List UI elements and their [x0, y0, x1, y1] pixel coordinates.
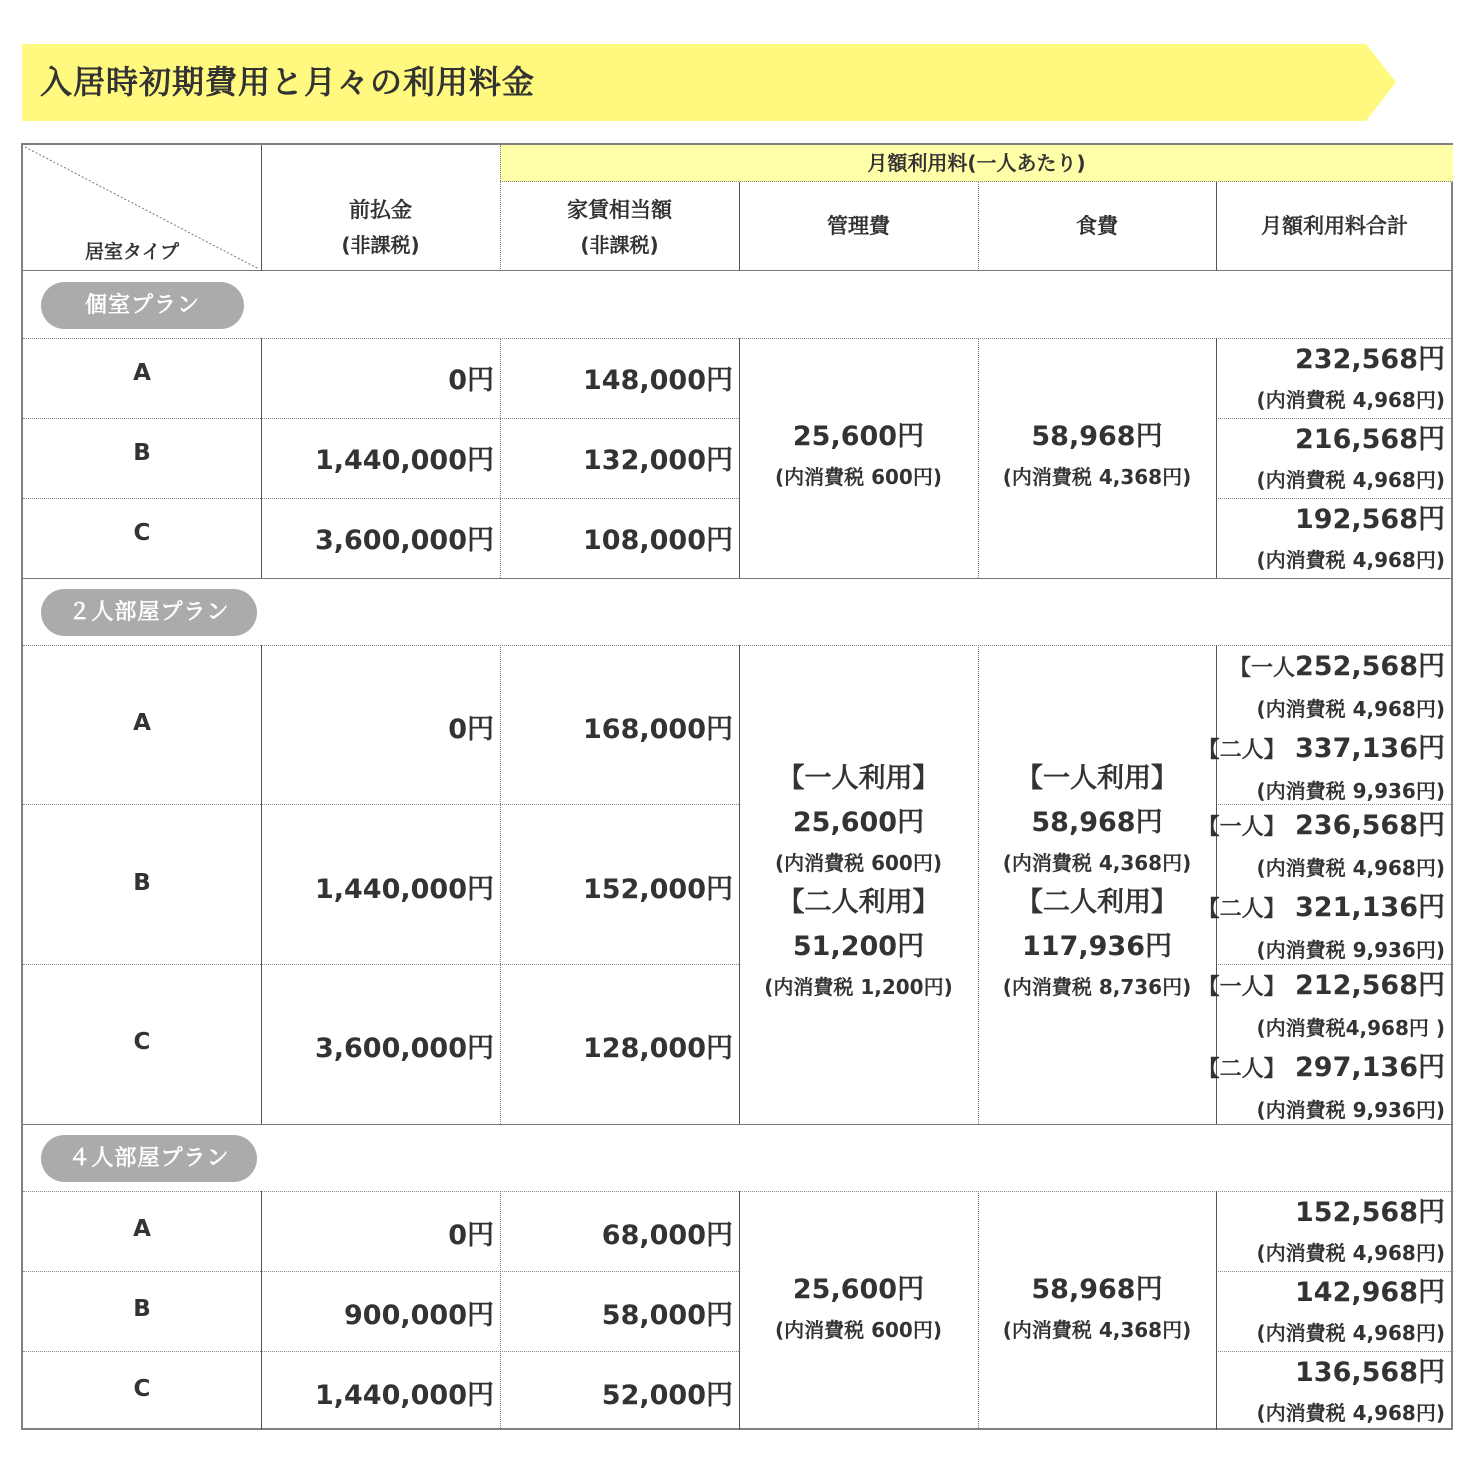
- total-value: 142,968円: [1295, 1277, 1445, 1308]
- one-person-label: 【一人利用】: [1016, 763, 1178, 794]
- room-type-c: C: [133, 520, 151, 546]
- rent-value: 152,000円: [583, 874, 733, 905]
- total-value: 136,568円: [1295, 1357, 1445, 1388]
- divider: [739, 182, 740, 271]
- monthly-total: [1256, 1273, 1445, 1353]
- meal-two-tax: (内消費税 8,736円): [1002, 975, 1192, 999]
- total-tax: (内消費税 4,968円): [1256, 1241, 1445, 1265]
- divider: [23, 1271, 739, 1272]
- divider: [1216, 338, 1217, 578]
- header-prepaid-sub: (非課税): [341, 233, 420, 257]
- header-rent-label: 家賃相当額: [567, 198, 672, 222]
- prepaid-value: 0円: [448, 1220, 494, 1251]
- monthly-total: [1256, 1353, 1445, 1433]
- management-tax: (内消費税 600円): [775, 465, 942, 489]
- header-total: 月額利用料合計: [1261, 214, 1408, 238]
- prepaid-value: 1,440,000円: [314, 1380, 494, 1411]
- plan-label-quad: ４人部屋プラン: [41, 1135, 257, 1182]
- management-tax: (内消費税 600円): [775, 1318, 942, 1342]
- total-value: 216,568円: [1295, 424, 1445, 455]
- total-tax: (内消費税 4,968円): [1256, 1401, 1445, 1425]
- total-tax: (内消費税 4,968円): [1256, 548, 1445, 572]
- prepaid-value: 3,600,000円: [314, 525, 494, 556]
- meal-one-tax: (内消費税 4,368円): [1002, 851, 1192, 875]
- header-meal: 食費: [1076, 214, 1118, 238]
- monthly-total-double: [1198, 966, 1445, 1130]
- management-one-tax: (内消費税 600円): [775, 851, 942, 875]
- total-tax: (内消費税4,968円 ): [1256, 1016, 1445, 1040]
- divider: [23, 1191, 1453, 1192]
- monthly-total: [1256, 420, 1445, 500]
- prepaid-value: 0円: [448, 714, 494, 745]
- prepaid-value: 900,000円: [344, 1300, 494, 1331]
- plan-label-private: 個室プラン: [41, 282, 244, 329]
- meal-value: 58,968円: [1031, 421, 1163, 452]
- monthly-total: [1256, 340, 1445, 420]
- meal-tax: (内消費税 4,368円): [1002, 465, 1192, 489]
- total-tax: (内消費税 4,968円): [1256, 1321, 1445, 1345]
- room-type-a: A: [133, 710, 151, 736]
- pricing-table: [21, 143, 1453, 1430]
- rent-value: 148,000円: [583, 365, 733, 396]
- rent-value: 128,000円: [583, 1033, 733, 1064]
- total-value: 337,136円: [1295, 733, 1445, 764]
- meal-two-value: 117,936円: [1022, 931, 1172, 962]
- header-room-type: 居室タイプ: [85, 241, 180, 263]
- divider: [978, 182, 979, 271]
- divider: [500, 181, 1453, 182]
- management-value: 25,600円: [792, 1274, 925, 1305]
- divider: [23, 578, 1453, 579]
- divider: [23, 418, 739, 419]
- divider: [1216, 1191, 1217, 1430]
- total-tax: (内消費税 4,968円): [1256, 697, 1445, 721]
- one-person-label: 【一人利用】: [777, 763, 940, 794]
- room-type-b: B: [133, 1296, 151, 1322]
- total-tax: (内消費税 9,936円): [1256, 938, 1445, 962]
- one-person-tag: 【一人】: [1197, 815, 1286, 840]
- page-title: 入居時初期費用と月々の利用料金: [40, 63, 536, 101]
- divider: [23, 270, 1453, 271]
- header-prepaid: [261, 193, 500, 263]
- room-type-b: B: [133, 870, 151, 896]
- total-tax: (内消費税 4,968円): [1256, 388, 1445, 412]
- title-banner: [22, 44, 1396, 121]
- total-value: 297,136円: [1295, 1052, 1445, 1083]
- two-person-tag: 【二人】: [1197, 738, 1286, 763]
- prepaid-value: 0円: [448, 365, 494, 396]
- total-value: 236,568円: [1295, 810, 1445, 841]
- room-type-c: C: [133, 1029, 151, 1055]
- total-tax: (内消費税 9,936円): [1256, 779, 1445, 803]
- total-value: 152,568円: [1295, 1197, 1445, 1228]
- divider: [23, 645, 1453, 646]
- total-tax: (内消費税 4,968円): [1256, 856, 1445, 880]
- monthly-total-double: [1198, 806, 1445, 970]
- prepaid-value: 1,440,000円: [314, 874, 494, 905]
- divider: [500, 145, 501, 271]
- room-type-c: C: [133, 1376, 151, 1402]
- two-person-label: 【二人利用】: [777, 887, 940, 918]
- divider: [23, 338, 1453, 339]
- two-person-tag: 【二人】: [1197, 897, 1286, 922]
- monthly-total: [1256, 500, 1445, 580]
- divider: [23, 804, 739, 805]
- rent-value: 132,000円: [583, 445, 733, 476]
- total-value: 321,136円: [1295, 892, 1445, 923]
- header-rent-sub: (非課税): [580, 233, 659, 257]
- divider: [1216, 182, 1217, 271]
- room-type-a: A: [133, 1216, 151, 1242]
- divider: [261, 145, 262, 271]
- header-monthly-group: 月額利用料(一人あたり): [867, 151, 1086, 175]
- total-value: 252,568円: [1295, 651, 1445, 682]
- header-rent: [500, 193, 739, 263]
- meal-fee: [978, 1268, 1216, 1348]
- meal-value: 58,968円: [1031, 1274, 1163, 1305]
- management-fee: [739, 1268, 978, 1348]
- divider: [23, 498, 739, 499]
- meal-tax: (内消費税 4,368円): [1002, 1318, 1192, 1342]
- monthly-total: [1256, 1193, 1445, 1273]
- total-value: 232,568円: [1295, 344, 1445, 375]
- total-value: 192,568円: [1295, 504, 1445, 535]
- management-fee: [739, 415, 978, 495]
- management-one-value: 25,600円: [792, 807, 925, 838]
- room-type-a: A: [133, 360, 151, 386]
- prepaid-value: 1,440,000円: [314, 445, 494, 476]
- management-value: 25,600円: [792, 421, 925, 452]
- one-person-tag: 【一人: [1229, 656, 1296, 681]
- header-prepaid-label: 前払金: [349, 198, 412, 222]
- total-tax: (内消費税 9,936円): [1256, 1098, 1445, 1122]
- two-person-label: 【二人利用】: [1016, 887, 1178, 918]
- rent-value: 52,000円: [601, 1380, 733, 1411]
- plan-label-double: ２人部屋プラン: [41, 589, 257, 636]
- prepaid-value: 3,600,000円: [314, 1033, 494, 1064]
- monthly-total-double: [1198, 647, 1445, 811]
- rent-value: 58,000円: [601, 1300, 733, 1331]
- meal-one-value: 58,968円: [1031, 807, 1163, 838]
- management-fee-double: [739, 757, 978, 1005]
- rent-value: 68,000円: [601, 1220, 733, 1251]
- room-type-b: B: [133, 440, 151, 466]
- divider: [23, 1351, 739, 1352]
- two-person-tag: 【二人】: [1197, 1057, 1286, 1082]
- meal-fee: [978, 415, 1216, 495]
- rent-value: 108,000円: [583, 525, 733, 556]
- rent-value: 168,000円: [583, 714, 733, 745]
- one-person-tag: 【一人】: [1197, 975, 1286, 1000]
- meal-fee-double: [978, 757, 1216, 1005]
- total-value: 212,568円: [1295, 970, 1445, 1001]
- management-two-tax: (内消費税 1,200円): [764, 975, 953, 999]
- total-tax: (内消費税 4,968円): [1256, 468, 1445, 492]
- header-management: 管理費: [827, 214, 890, 238]
- divider: [23, 964, 739, 965]
- management-two-value: 51,200円: [792, 931, 925, 962]
